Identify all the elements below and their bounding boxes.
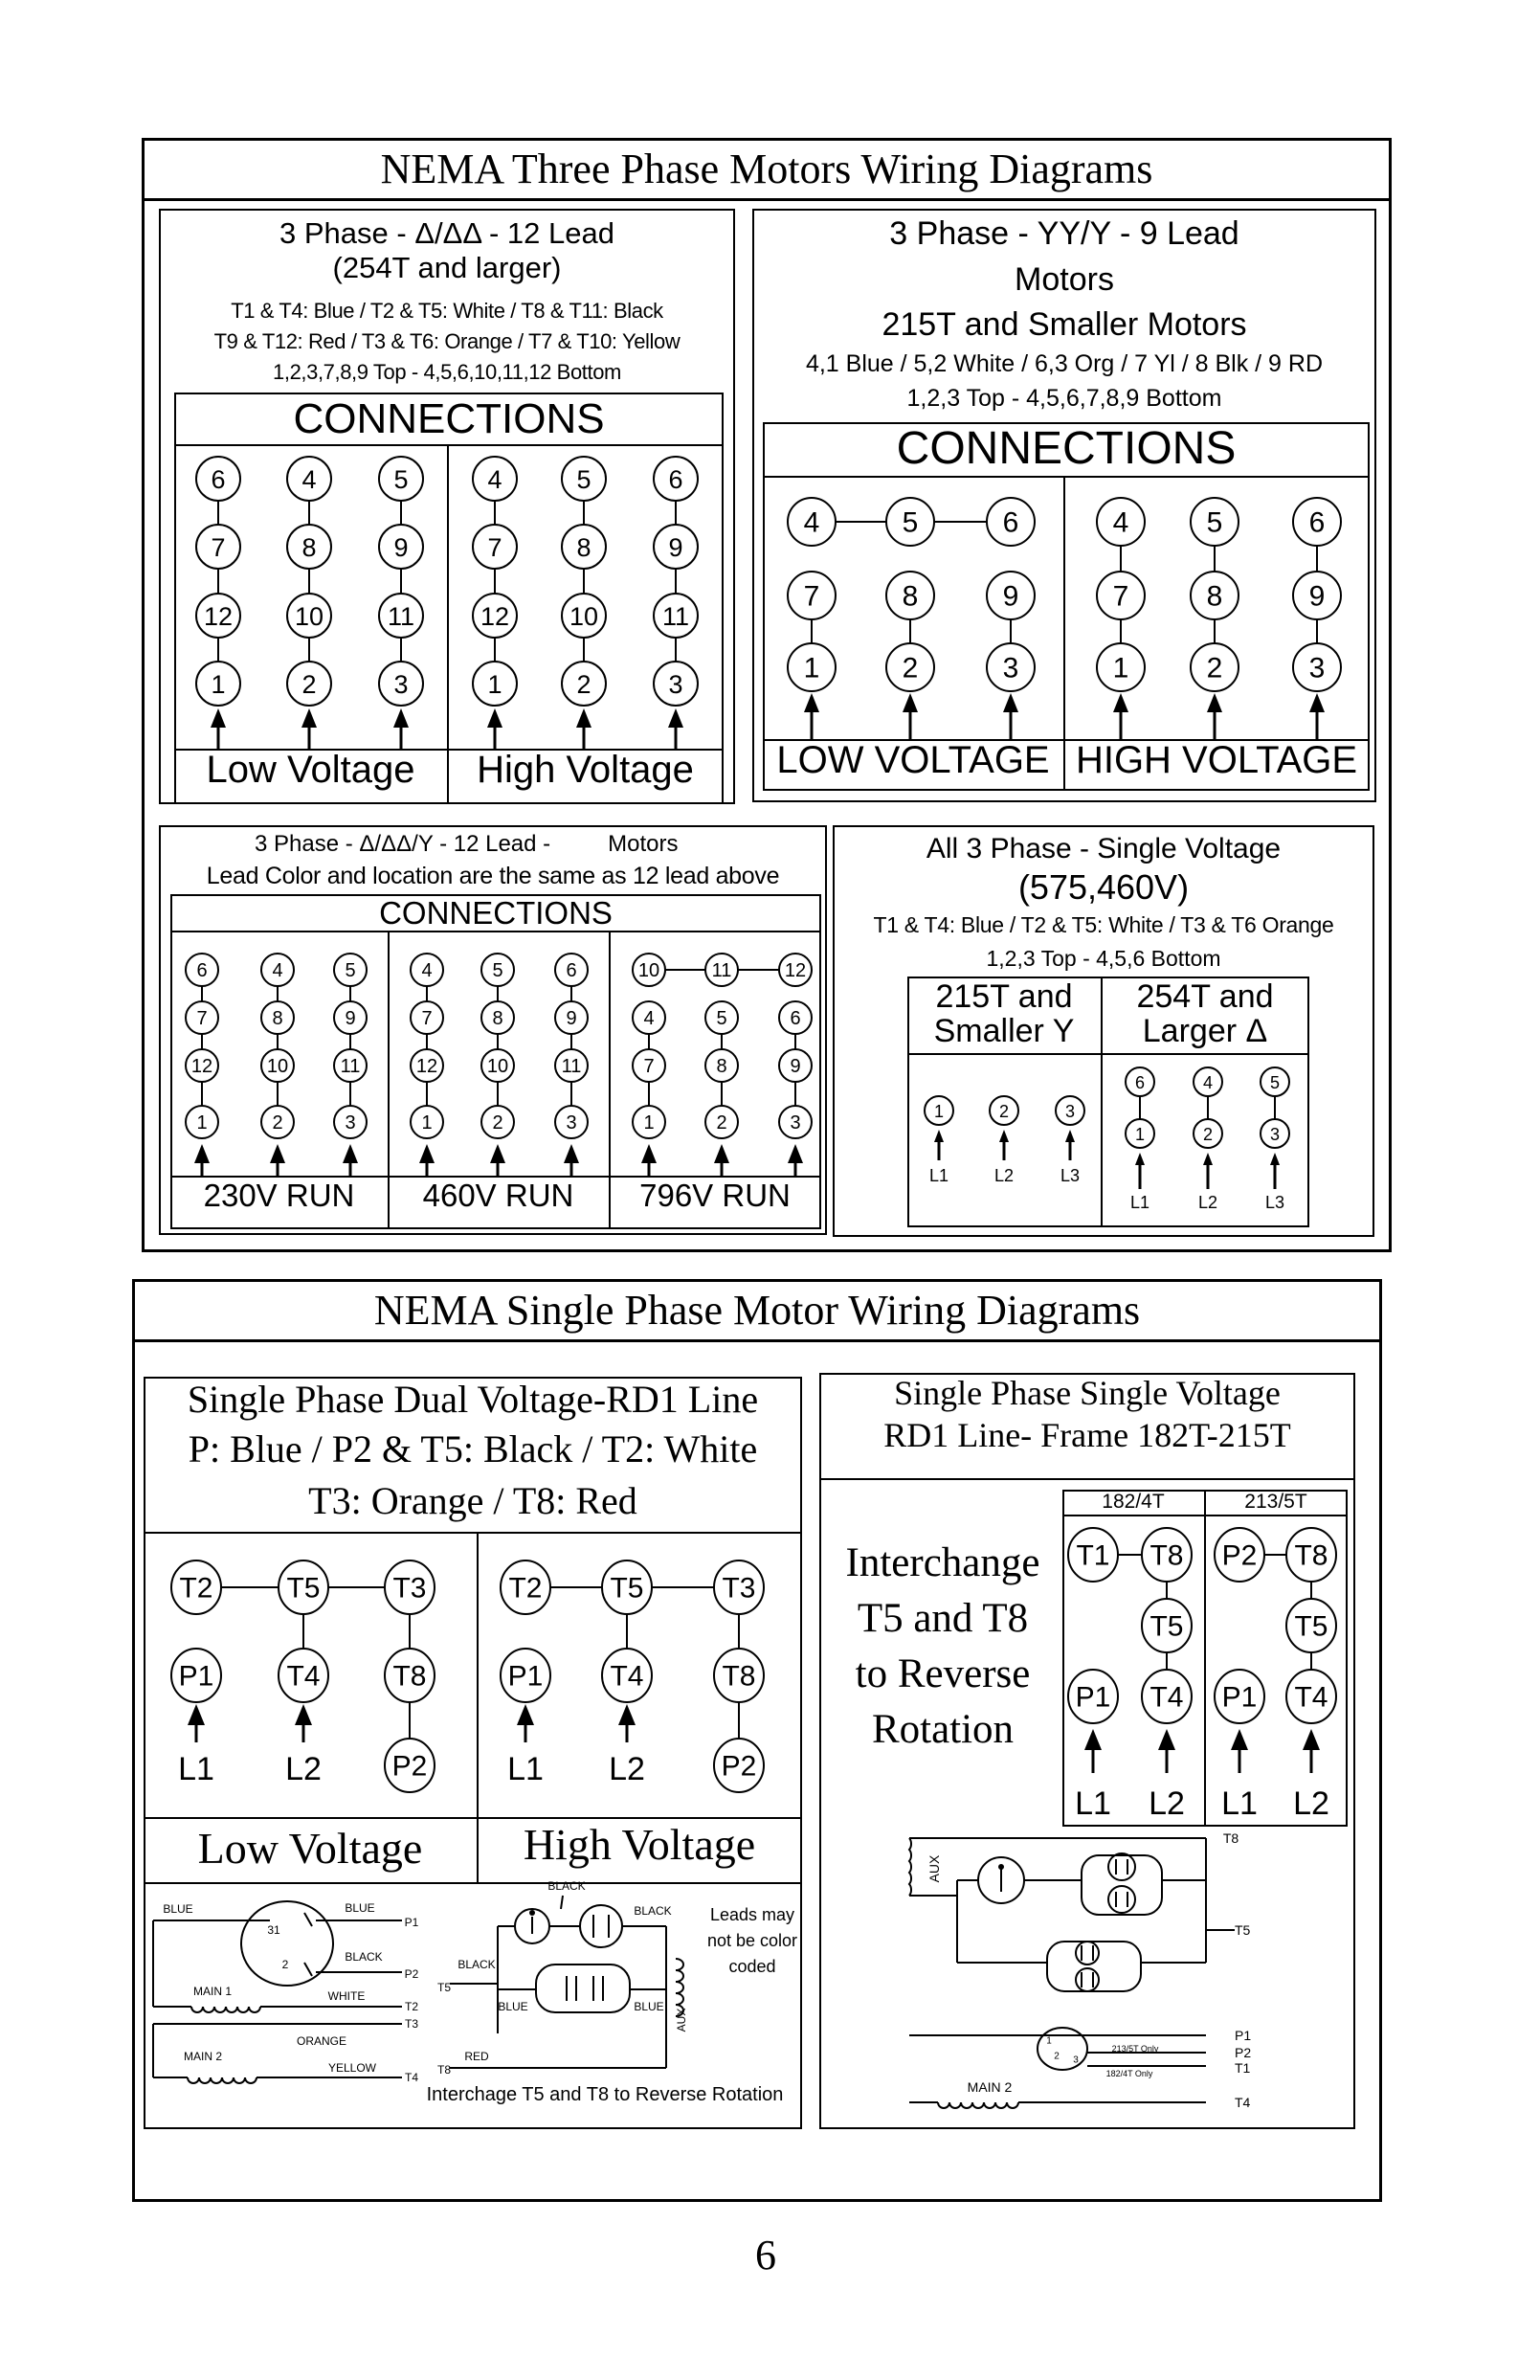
lead12-high-col2-node-6-label: 6 <box>668 465 683 494</box>
lead9-low-col0-arrow-head <box>804 693 819 712</box>
sv-right-line-2: L3 <box>1264 1193 1285 1212</box>
page-number: 6 <box>755 2232 776 2279</box>
run-460-label: 460V RUN <box>422 1178 574 1213</box>
ss-interchange-2: T5 and T8 <box>857 1596 1029 1641</box>
sr-aux-label: AUX <box>675 2008 688 2032</box>
sr-blue-l-label: BLUE <box>498 2000 528 2013</box>
dual-low-top-0-label: T2 <box>179 1572 213 1605</box>
g460-col1-arrow-head <box>490 1144 505 1163</box>
ss-col2-mid-label: T5 <box>1294 1610 1328 1643</box>
lead9-high-col1-arrow-head <box>1207 693 1222 712</box>
ssch-aux-label: AUX <box>926 1854 942 1883</box>
lead12-low-col2-arrow-head <box>393 708 409 728</box>
lead12-high-col0-node-7-label: 7 <box>487 533 502 562</box>
sr-black-top-label: BLACK <box>547 1879 586 1893</box>
g796-col1-node-5-label: 5 <box>716 1008 727 1029</box>
lead9-low-col1-node-8-label: 8 <box>902 580 919 613</box>
lead12-low-col0-arrow-head <box>211 708 226 728</box>
sv-right-top-1-label: 4 <box>1202 1073 1214 1092</box>
lead9-high-col1-node-2-label: 2 <box>1206 652 1223 685</box>
sv-left-node-1-label: 2 <box>998 1102 1010 1121</box>
sv-left-arrow-2-head <box>1065 1130 1075 1142</box>
g796-col0-node-1-label: 1 <box>643 1112 655 1134</box>
sr-note3: coded <box>728 1957 776 1976</box>
sl-blue-r-label: BLUE <box>345 1901 375 1915</box>
lead9-connections: CONNECTIONS <box>896 423 1237 474</box>
sv-desc2: 1,2,3 Top - 4,5,6 Bottom <box>986 946 1221 971</box>
sv-right-head2: Larger Δ <box>1142 1013 1268 1049</box>
sr-black-r-label: BLACK <box>634 1904 672 1918</box>
g230-col0-node-1-label: 1 <box>196 1112 208 1134</box>
dual-low-top-1-label: T5 <box>286 1572 321 1605</box>
ssch-cap1 <box>1108 1853 1135 1880</box>
sr-note2: not be color <box>706 1931 798 1950</box>
ss-col2-bottom-0-label: P1 <box>1221 1681 1258 1714</box>
sv-left-line-2: L3 <box>1060 1166 1081 1185</box>
dual-low-arrow-l2-head <box>295 1704 312 1725</box>
lead9-low-col0-node-7-label: 7 <box>803 580 820 613</box>
dual-high-arrow-l1-head <box>517 1704 534 1725</box>
g460-col2-node-9-label: 9 <box>566 1008 577 1029</box>
g460-col1-node-5-label: 5 <box>492 960 503 981</box>
ss-col1-head: 182/4T <box>1102 1491 1165 1513</box>
sr-red-label: RED <box>464 2050 489 2063</box>
sv-left-arrow-0-head <box>934 1130 944 1142</box>
lead12-title2: (254T and larger) <box>332 251 562 284</box>
sr-note1: Leads may <box>709 1905 795 1924</box>
lead9-title2: Motors <box>1015 261 1114 298</box>
sl-orange-label: ORANGE <box>296 2034 347 2048</box>
sv-right-bottom-2-label: 3 <box>1269 1125 1281 1144</box>
sr-switch-dot <box>529 1910 535 1916</box>
sl-switch-contact-1 <box>304 1913 312 1926</box>
dual-low-arrow-l1-head <box>188 1704 205 1725</box>
sv-right-top-2-label: 5 <box>1269 1073 1281 1092</box>
g460-col2-arrow-head <box>564 1144 579 1163</box>
sl-yellow-label: YELLOW <box>327 2061 377 2075</box>
lead9-high-col0-node-7-label: 7 <box>1112 580 1129 613</box>
lead12y-connections: CONNECTIONS <box>379 895 613 931</box>
sl-p1-label: P1 <box>404 1916 419 1929</box>
lead12-high-col2-node-3-label: 3 <box>668 670 683 699</box>
sv-right-arrow-0-head <box>1135 1153 1145 1165</box>
g230-col1-node-10-label: 10 <box>266 1056 289 1077</box>
lead12-low-col0-node-6-label: 6 <box>211 465 226 494</box>
sv-right-head1: 254T and <box>1136 978 1274 1015</box>
ssch-t1-label: T1 <box>1235 2060 1251 2076</box>
single-phase-title: NEMA Single Phase Motor Wiring Diagrams <box>373 1287 1141 1334</box>
ss-col1-arrow-0-head <box>1084 1729 1102 1750</box>
g796-top-1-label: 11 <box>711 960 732 981</box>
ss-col1-top-1-label: T8 <box>1149 1539 1184 1572</box>
g230-col1-node-8-label: 8 <box>272 1008 283 1029</box>
lead9-low-col1-arrow-head <box>903 693 918 712</box>
g796-col1-node-8-label: 8 <box>716 1056 727 1077</box>
ss-col1-bottom-0-label: P1 <box>1075 1681 1111 1714</box>
dual-high-top-1-label: T5 <box>610 1572 644 1605</box>
lead12-high-label: High Voltage <box>477 749 694 791</box>
sv-title1: All 3 Phase - Single Voltage <box>926 833 1282 864</box>
run-230-label: 230V RUN <box>203 1178 355 1213</box>
sv-left-head2: Smaller Y <box>933 1013 1075 1049</box>
lead12-desc3: 1,2,3,7,8,9 Top - 4,5,6,10,11,12 Bottom <box>273 360 621 384</box>
ssch-t8-label: T8 <box>1222 1830 1239 1846</box>
g460-col2-node-3-label: 3 <box>566 1112 577 1134</box>
lead12-high-col2-node-9-label: 9 <box>668 533 683 562</box>
ss-title1: Single Phase Single Voltage <box>894 1374 1281 1412</box>
sl-main2-coil <box>188 2077 257 2083</box>
dual-high-mid-1-label: T4 <box>610 1660 644 1693</box>
sl-black-label: BLACK <box>345 1950 383 1964</box>
sl-t4-label: T4 <box>404 2071 419 2084</box>
ss-col2-arrow-0-head <box>1231 1729 1248 1750</box>
ssch-switch-dot <box>998 1864 1004 1870</box>
ssch-t4-label: T4 <box>1235 2095 1251 2110</box>
lead9-high-col2-node-3-label: 3 <box>1308 652 1326 685</box>
g230-col2-arrow-head <box>343 1144 358 1163</box>
dual-low-mid-2-label: T8 <box>392 1660 427 1693</box>
g230-col0-arrow-head <box>194 1144 210 1163</box>
lead9-desc1: 4,1 Blue / 5,2 White / 6,3 Org / 7 Yl / 8 Blk / 9 RD <box>805 350 1324 377</box>
sr-cap-circle <box>580 1905 622 1947</box>
lead12y-title1: 3 Phase - Δ/ΔΔ/Y - 12 Lead - Motors <box>255 831 679 857</box>
ssch-n3-label: 3 <box>1073 2054 1079 2066</box>
g796-top-2-label: 12 <box>784 960 807 981</box>
sl-31-label: 31 <box>267 1923 280 1937</box>
dual-title1: Single Phase Dual Voltage-RD1 Line <box>187 1378 759 1421</box>
ssch-p2-label: P2 <box>1235 2045 1252 2060</box>
dual-low-mid-1-label: T4 <box>286 1660 321 1693</box>
g460-col0-node-12-label: 12 <box>415 1056 438 1077</box>
sl-blue-l-label: BLUE <box>163 1902 193 1916</box>
lead9-desc2: 1,2,3 Top - 4,5,6,7,8,9 Bottom <box>906 385 1222 412</box>
lead9-high-col0-node-4-label: 4 <box>1112 506 1129 539</box>
lead12-low-col2-node-5-label: 5 <box>393 465 409 494</box>
lead12-title1: 3 Phase - Δ/ΔΔ - 12 Lead <box>279 216 614 250</box>
ss-line-0: L1 <box>1075 1785 1111 1822</box>
dual-high-top-0-label: T2 <box>508 1572 543 1605</box>
ss-title2: RD1 Line- Frame 182T-215T <box>883 1416 1291 1454</box>
lead12-high-col1-arrow-head <box>576 708 591 728</box>
g460-col0-node-1-label: 1 <box>421 1112 433 1134</box>
ss-line-3: L2 <box>1293 1785 1329 1822</box>
three-phase-title: NEMA Three Phase Motors Wiring Diagrams <box>380 146 1153 192</box>
g230-col0-node-7-label: 7 <box>196 1008 208 1029</box>
lead12-high-col0-node-12-label: 12 <box>480 602 510 631</box>
ssch-182-label: 182/4T Only <box>1105 2069 1153 2078</box>
dual-high-p2-label: P2 <box>721 1750 757 1783</box>
sr-black-l-label: BLACK <box>458 1958 496 1971</box>
lead12-low-col1-node-10-label: 10 <box>294 602 324 631</box>
ssch-main2-label: MAIN 2 <box>967 2079 1013 2095</box>
ssch-p1-label: P1 <box>1235 2028 1252 2043</box>
g460-col1-node-2-label: 2 <box>492 1112 503 1134</box>
lead9-high-col0-arrow-head <box>1113 693 1128 712</box>
ss-col2-top-1-label: T8 <box>1294 1539 1328 1572</box>
lead9-low-col2-node-3-label: 3 <box>1002 652 1019 685</box>
g230-col1-node-4-label: 4 <box>272 960 283 981</box>
sv-left-head1: 215T and <box>935 978 1073 1015</box>
lead12-low-col0-node-12-label: 12 <box>203 602 234 631</box>
dual-high-l2: L2 <box>609 1751 645 1787</box>
g230-col2-node-11-label: 11 <box>340 1056 361 1077</box>
lead9-low-top-2-label: 6 <box>1002 506 1019 539</box>
lead9-low-label: LOW VOLTAGE <box>776 739 1050 781</box>
ss-col1-mid-label: T5 <box>1149 1610 1184 1643</box>
ss-col1-arrow-1-head <box>1158 1729 1175 1750</box>
sr-cap2-box <box>536 1965 630 2012</box>
sv-right-bottom-1-label: 2 <box>1202 1125 1214 1144</box>
g230-col2-node-5-label: 5 <box>345 960 356 981</box>
lead9-low-col2-node-9-label: 9 <box>1002 580 1019 613</box>
lead9-low-top-0-label: 4 <box>803 506 820 539</box>
sv-left-line-1: L2 <box>993 1166 1015 1185</box>
dual-low-top-2-label: T3 <box>392 1572 427 1605</box>
sl-main1-label: MAIN 1 <box>192 1985 233 1998</box>
sv-right-line-0: L1 <box>1129 1193 1150 1212</box>
ssch-n2-label: 2 <box>1054 2051 1060 2062</box>
lead12-high-col0-node-1-label: 1 <box>487 670 502 699</box>
ss-interchange-3: to Reverse <box>855 1651 1031 1696</box>
dual-high-mid-0-label: P1 <box>507 1660 544 1693</box>
sv-title2: (575,460V) <box>1017 867 1190 907</box>
lead12-high-col1-node-8-label: 8 <box>576 533 591 562</box>
lead9-high-col2-node-9-label: 9 <box>1308 580 1326 613</box>
lead12-high-col2-arrow-head <box>668 708 683 728</box>
sl-t2-label: T2 <box>404 2000 419 2013</box>
sv-desc1: T1 & T4: Blue / T2 & T5: White / T3 & T6 Orange <box>873 912 1334 937</box>
lead12-high-col1-node-2-label: 2 <box>576 670 591 699</box>
lead9-low-col1-node-2-label: 2 <box>902 652 919 685</box>
lead9-title3: 215T and Smaller Motors <box>882 306 1247 343</box>
g230-col0-node-12-label: 12 <box>190 1056 213 1077</box>
lead12-desc1: T1 & T4: Blue / T2 & T5: White / T8 & T11: Black <box>231 299 663 323</box>
sv-right-top-0-label: 6 <box>1134 1073 1146 1092</box>
g230-col1-arrow-head <box>270 1144 285 1163</box>
lead9-high-col0-node-1-label: 1 <box>1112 652 1129 685</box>
lead12-low-col2-node-9-label: 9 <box>393 533 409 562</box>
g230-col2-node-3-label: 3 <box>345 1112 356 1134</box>
lead12-high-col1-node-10-label: 10 <box>569 602 599 631</box>
lead9-high-col1-node-8-label: 8 <box>1206 580 1223 613</box>
dual-high-mid-2-label: T8 <box>722 1660 756 1693</box>
dual-low-p2-label: P2 <box>391 1750 428 1783</box>
g796-col2-node-3-label: 3 <box>790 1112 801 1134</box>
lead9-high-label: HIGH VOLTAGE <box>1075 739 1358 781</box>
ssch-main2-coil <box>938 2102 1018 2108</box>
lead12-high-col1-node-5-label: 5 <box>576 465 591 494</box>
g796-col0-node-4-label: 4 <box>643 1008 655 1029</box>
lead12-low-col1-arrow-head <box>301 708 317 728</box>
g230-col0-node-6-label: 6 <box>196 960 208 981</box>
g460-col2-node-11-label: 11 <box>561 1056 582 1077</box>
lead9-high-col2-node-6-label: 6 <box>1308 506 1326 539</box>
dual-title2: P: Blue / P2 & T5: Black / T2: White <box>188 1427 758 1471</box>
lead9-low-top-1-label: 5 <box>902 506 919 539</box>
dual-title3: T3: Orange / T8: Red <box>308 1479 637 1522</box>
sr-t5-label: T5 <box>436 1981 452 1994</box>
ssch-aux-coil <box>909 1838 911 1896</box>
sr-reverse-note: Interchage T5 and T8 to Reverse Rotation <box>426 2084 784 2105</box>
sv-left-node-0-label: 1 <box>933 1102 945 1121</box>
sr-blue-r-label: BLUE <box>634 2000 664 2013</box>
sl-2-label: 2 <box>281 1958 289 1971</box>
lead12-connections: CONNECTIONS <box>293 395 605 442</box>
g796-col0-node-7-label: 7 <box>643 1056 655 1077</box>
g796-top-0-label: 10 <box>637 960 660 981</box>
sv-right-arrow-2-head <box>1270 1153 1280 1165</box>
ssch-t5-label: T5 <box>1235 1922 1251 1938</box>
g460-col0-node-7-label: 7 <box>421 1008 433 1029</box>
dual-low-l1: L1 <box>178 1751 214 1787</box>
lead12-desc2: T9 & T12: Red / T3 & T6: Orange / T7 & T10: Yellow <box>213 329 681 353</box>
g460-col0-node-4-label: 4 <box>421 960 433 981</box>
sl-white-label: WHITE <box>327 1989 366 2003</box>
g796-col2-node-9-label: 9 <box>790 1056 801 1077</box>
lead12-high-col0-arrow-head <box>487 708 502 728</box>
g796-col1-arrow-head <box>714 1144 729 1163</box>
g796-col2-node-6-label: 6 <box>790 1008 801 1029</box>
dual-low-label: Low Voltage <box>197 1824 423 1873</box>
sv-right-bottom-0-label: 1 <box>1134 1125 1146 1144</box>
lead12y-title2: Lead Color and location are the same as 12 lead above <box>206 863 780 889</box>
ss-interchange-1: Interchange <box>845 1540 1040 1585</box>
ss-interchange-4: Rotation <box>871 1707 1015 1752</box>
lead12-high-col2-node-11-label: 11 <box>661 602 690 631</box>
sl-switch-contact-2 <box>304 1963 312 1976</box>
g460-col0-arrow-head <box>419 1144 435 1163</box>
sv-left-node-2-label: 3 <box>1064 1102 1076 1121</box>
g796-col1-node-2-label: 2 <box>716 1112 727 1134</box>
dual-high-arrow-l2-head <box>618 1704 636 1725</box>
ss-col2-arrow-1-head <box>1303 1729 1320 1750</box>
lead12-low-col2-node-3-label: 3 <box>393 670 409 699</box>
ssch-n1-label: 1 <box>1046 2035 1052 2047</box>
sl-t3-label: T3 <box>404 2017 419 2031</box>
sl-main1-coil <box>191 2007 260 2012</box>
ss-line-2: L1 <box>1221 1785 1258 1822</box>
ss-col2-head: 213/5T <box>1244 1491 1307 1513</box>
lead9-low-col0-node-1-label: 1 <box>803 652 820 685</box>
lead12-low-col1-node-8-label: 8 <box>301 533 317 562</box>
ss-line-1: L2 <box>1149 1785 1185 1822</box>
g460-col1-node-8-label: 8 <box>492 1008 503 1029</box>
g460-col2-node-6-label: 6 <box>566 960 577 981</box>
sr-black-tick <box>561 1896 563 1909</box>
lead9-high-col1-node-5-label: 5 <box>1206 506 1223 539</box>
sv-right-arrow-1-head <box>1203 1153 1213 1165</box>
lead12-low-col2-node-11-label: 11 <box>387 602 415 631</box>
dual-high-top-2-label: T3 <box>722 1572 756 1605</box>
sv-right-line-1: L2 <box>1197 1193 1218 1212</box>
lead12-low-col0-node-1-label: 1 <box>211 670 226 699</box>
run-796-label: 796V RUN <box>639 1178 791 1213</box>
sr-t8-label: T8 <box>436 2063 452 2077</box>
sr-aux-coil <box>676 1959 683 2016</box>
dual-low-l2: L2 <box>285 1751 322 1787</box>
g230-col1-node-2-label: 2 <box>272 1112 283 1134</box>
g796-col2-arrow-head <box>788 1144 803 1163</box>
ssch-cap2 <box>1108 1886 1135 1913</box>
lead12-low-col1-node-4-label: 4 <box>301 465 317 494</box>
lead9-high-col2-arrow-head <box>1309 693 1325 712</box>
dual-low-mid-0-label: P1 <box>178 1660 214 1693</box>
g796-col0-arrow-head <box>641 1144 657 1163</box>
lead12-high-col0-node-4-label: 4 <box>487 465 502 494</box>
ss-col2-top-0-label: P2 <box>1221 1539 1258 1572</box>
lead9-title1: 3 Phase - YY/Y - 9 Lead <box>889 215 1239 252</box>
lead12-low-col1-node-2-label: 2 <box>301 670 317 699</box>
g230-col2-node-9-label: 9 <box>345 1008 356 1029</box>
sl-p2-label: P2 <box>404 1967 419 1981</box>
lead12-low-label: Low Voltage <box>206 749 415 791</box>
sl-main2-label: MAIN 2 <box>183 2050 223 2063</box>
ss-col1-bottom-1-label: T4 <box>1149 1681 1184 1714</box>
dual-high-label: High Voltage <box>523 1820 756 1869</box>
ss-col1-top-0-label: T1 <box>1076 1539 1110 1572</box>
lead9-low-col2-arrow-head <box>1003 693 1018 712</box>
sv-left-line-0: L1 <box>928 1166 949 1185</box>
dual-high-l1: L1 <box>507 1751 544 1787</box>
ssch-switch2 <box>1038 2028 1087 2070</box>
g460-col1-node-10-label: 10 <box>486 1056 509 1077</box>
sv-left-arrow-1-head <box>999 1130 1009 1142</box>
lead12-low-col0-node-7-label: 7 <box>211 533 226 562</box>
ssch-213-label: 213/5T Only <box>1111 2044 1159 2054</box>
ssch-cap3 <box>1076 1942 1099 1965</box>
ss-col2-bottom-1-label: T4 <box>1294 1681 1328 1714</box>
ssch-cap4 <box>1076 1968 1099 1991</box>
